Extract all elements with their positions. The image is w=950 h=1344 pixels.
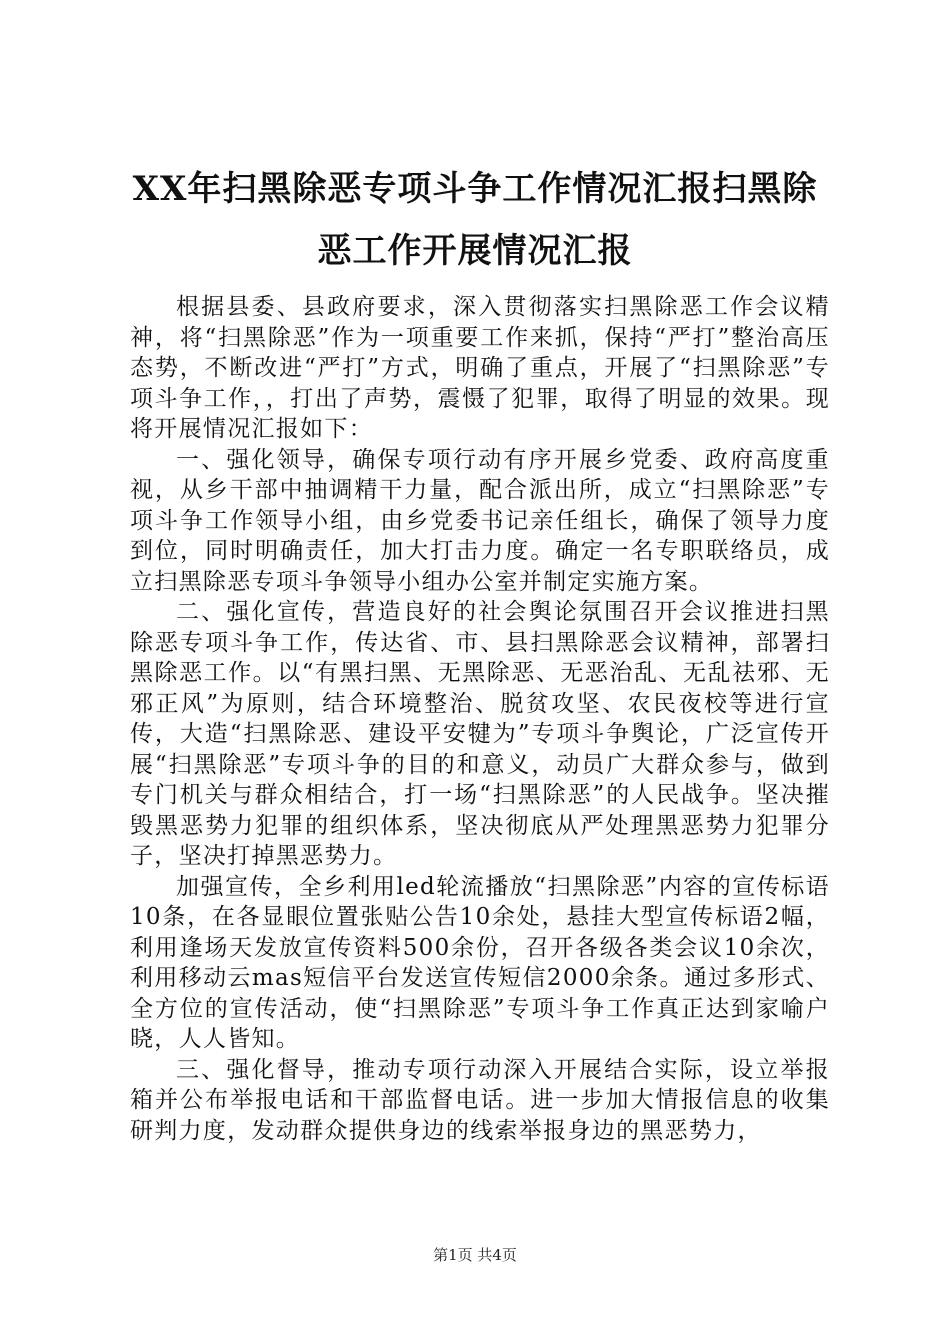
paragraph-publicity: 加强宣传，全乡利用led轮流播放“扫黑除恶”内容的宣传标语10条，在各显眼位置张贴公告10余处，悬挂大型宣传标语2幅，利用逢场天发放宣传资料500余份，召开各级各类会议10余次，利用移动云mas短信平台发送宣传短信2000余条。通过多形式、全方位的宣传活动，使“扫黑除恶”专项斗争工作真正达到家喻户晓，人人皆知。: [130, 873, 830, 1052]
document-body: [130, 292, 830, 1146]
paragraph-intro: 根据县委、县政府要求，深入贯彻落实扫黑除恶工作会议精神，将“扫黑除恶”作为一项重要工作来抓，保持“严打”整治高压态势，不断改进“严打”方式，明确了重点，开展了“扫黑除恶”专项斗争工作，，打出了声势，震慑了犯罪，取得了明显的效果。现将开展情况汇报如下：: [130, 294, 830, 442]
title-line-2: 恶工作开展情况汇报: [317, 231, 633, 271]
paragraph-section-2: 二、强化宣传，营造良好的社会舆论氛围召开会议推进扫黑除恶专项斗争工作，传达省、市、县扫黑除恶会议精神，部署扫黑除恶工作。以“有黑扫黑、无黑除恶、无恶治乱、无乱祛邪、无邪正风”为原则，结合环境整治、脱贫攻坚、农民夜校等进行宣传，大造“扫黑除恶、建设平安犍为”专项斗争舆论，广泛宣传开展“扫黑除恶”专项斗争的目的和意义，动员广大群众参与，做到专门机关与群众相结合，打一场“扫黑除恶”的人民战争。坚决摧毁黑恶势力犯罪的组织体系，坚决彻底从严处理黑恶势力犯罪分子，坚决打掉黑恶势力。: [130, 599, 830, 869]
paragraph-section-1: 一、强化领导，确保专项行动有序开展乡党委、政府高度重视，从乡干部中抽调精干力量，配合派出所，成立“扫黑除恶”专项斗争工作领导小组，由乡党委书记亲任组长，确保了领导力度到位，同时明确责任，加大打击力度。确定一名专职联络员，成立扫黑除恶专项斗争领导小组办公室并制定实施方案。: [130, 446, 830, 595]
page-number-footer: 第1页 共4页: [433, 1246, 517, 1264]
title-line-1: XX年扫黑除恶专项斗争工作情况汇报扫黑除: [132, 169, 818, 209]
document-title: [110, 158, 840, 282]
paragraph-section-3: 三、强化督导，推动专项行动深入开展结合实际，设立举报箱并公布举报电话和干部监督电话。进一步加大情报信息的收集研判力度，发动群众提供身边的线索举报身边的黑恶势力，: [130, 1056, 830, 1144]
